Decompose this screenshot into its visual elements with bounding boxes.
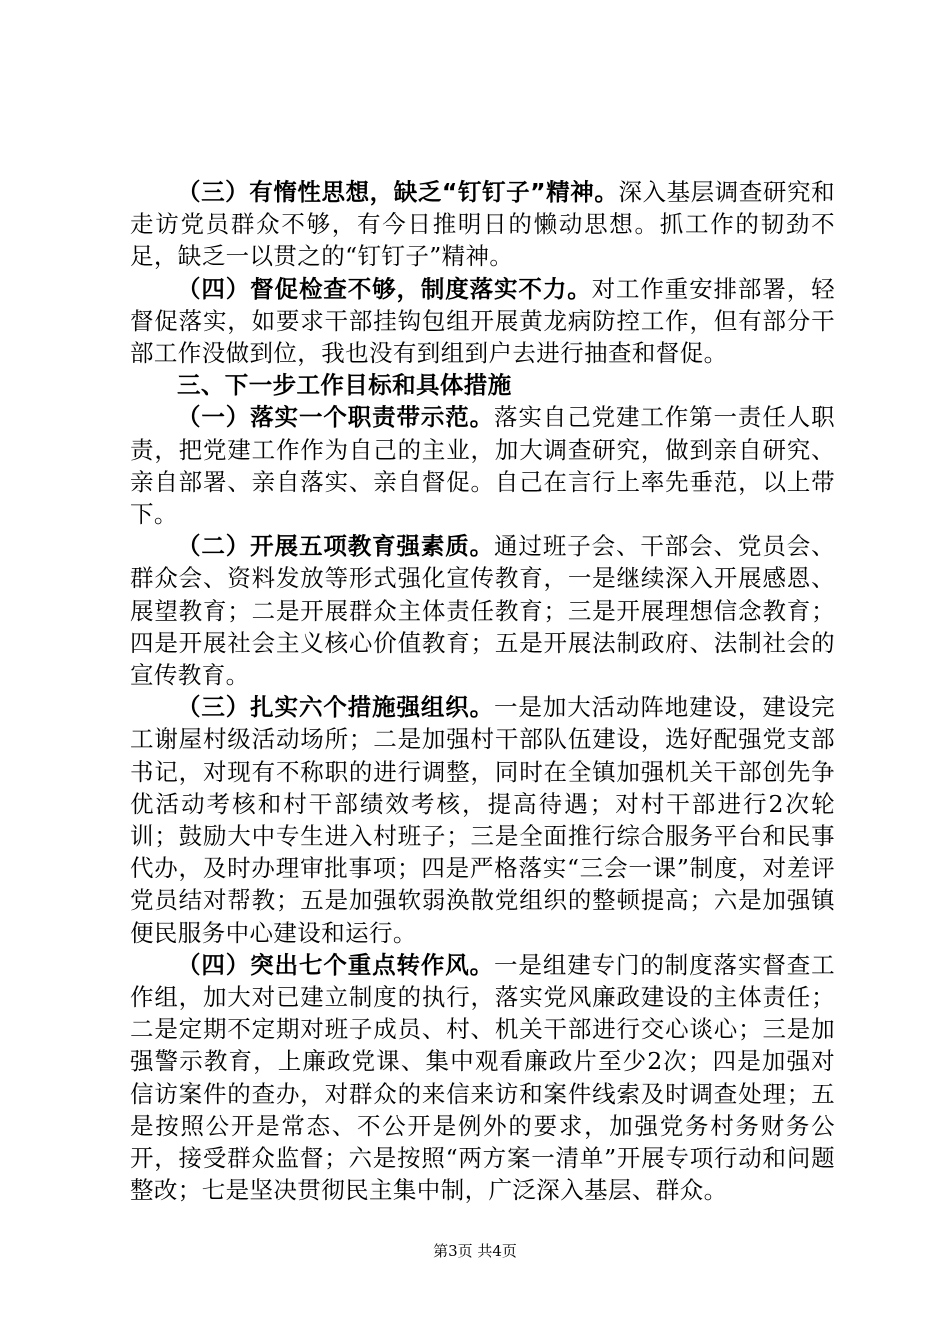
section-heading: 三、下一步工作目标和具体措施 <box>177 371 512 400</box>
paragraph-lead: （四）突出七个重点转作风。 <box>177 950 495 979</box>
paragraph-lead: （一）落实一个职责带示范。 <box>177 403 495 432</box>
paragraph-measure-2 <box>130 530 835 691</box>
paragraph-measure-4 <box>130 949 835 1207</box>
paragraph-text: 深入基层调查研究和走访党员群众不够，有今日推明日的懒动思想。抓工作的韧劲不足，缺乏一以贯之的“钉钉子”精神。 <box>130 178 835 271</box>
paragraph-text: 落实自己党建工作第一责任人职责，把党建工作作为自己的主业，加大调查研究，做到亲自研究、亲自部署、亲自落实、亲自督促。自己在言行上率先垂范，以上带下。 <box>130 403 835 529</box>
paragraph-text: 一是组建专门的制度落实督查工作组，加大对已建立制度的执行，落实党风廉政建设的主体责任；二是定期不定期对班子成员、村、机关干部进行交心谈心；三是加强警示教育，上廉政党课、集中观看廉政片至少2次；四是加强对信访案件的查办，对群众的来信来访和案件线索及时调查处理；五是按照公开是常态、不公开是例外的要求，加强党务村务财务公开，接受群众监督；六是按照“两方案一清单”开展专项行动和问题整改；七是坚决贯彻民主集中制，广泛深入基层、群众。 <box>130 950 835 1205</box>
paragraph-text: 对工作重安排部署，轻督促落实，如要求干部挂钩包组开展黄龙病防控工作，但有部分干部工作没做到位，我也没有到组到户去进行抽查和督促。 <box>130 274 836 368</box>
paragraph-lead: （二）开展五项教育强素质。 <box>177 532 495 561</box>
paragraph-lead: （四）督促检查不够，制度落实不力。 <box>177 274 592 303</box>
paragraph-text: 通过班子会、干部会、党员会、群众会、资料发放等形式强化宣传教育，一是继续深入开展感恩、展望教育；二是开展群众主体责任教育；三是开展理想信念教育；四是开展社会主义核心价值教育；五是开展法制政府、法制社会的宣传教育。 <box>130 532 835 690</box>
paragraph-lead: （三）有惰性思想，缺乏“钉钉子”精神。 <box>177 178 619 206</box>
paragraph-text: 一是加大活动阵地建设，建设完工谢屋村级活动场所；二是加强村干部队伍建设，选好配强党支部书记，对现有不称职的进行调整，同时在全镇加强机关干部创先争优活动考核和村干部绩效考核，提高待遇；对村干部进行2次轮训；鼓励大中专生进入村班子；三是全面推行综合服务平台和民事代办，及时办理审批事项；四是严格落实“三会一课”制度，对差评党员结对帮教；五是加强软弱涣散党组织的整顿提高；六是加强镇便民服务中心建设和运行。 <box>130 693 835 947</box>
paragraph-section-3 <box>130 176 835 273</box>
paragraph-section-4 <box>130 273 835 370</box>
page-number-footer: 第3页 共4页 <box>433 1242 517 1260</box>
paragraph-lead: （三）扎实六个措施强组织。 <box>177 693 495 722</box>
document-body <box>130 176 835 1207</box>
paragraph-measure-3 <box>130 691 835 949</box>
paragraph-measure-1 <box>130 401 835 530</box>
